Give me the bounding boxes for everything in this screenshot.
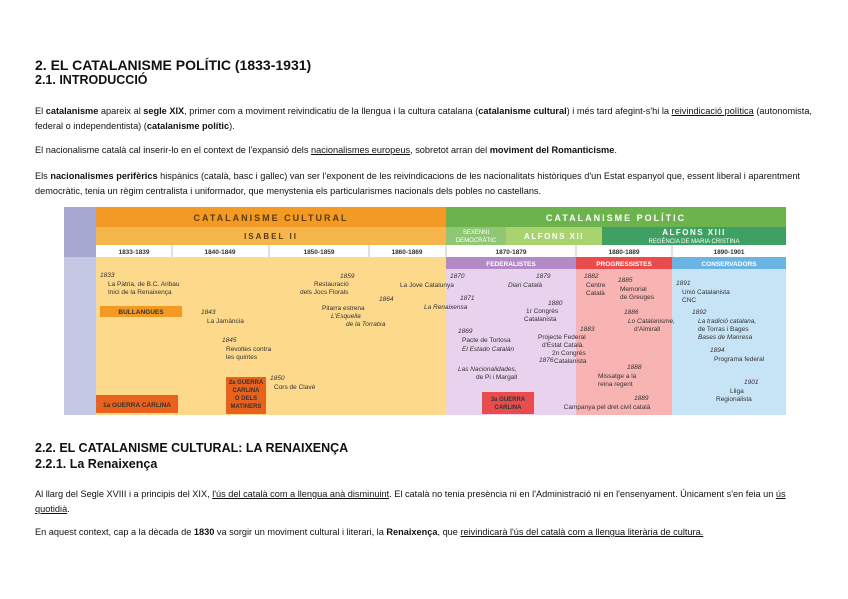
- ev-1888-year: 1888: [627, 364, 642, 371]
- header-politic: CATALANISME POLÍTIC: [545, 213, 687, 223]
- guerra3-line1: 3a GUERRA: [490, 397, 526, 403]
- campanya-label: Campanya pel dret civil català: [563, 404, 651, 411]
- intro-paragraph-3: Els nacionalismes perifèrics hispànics (català, basc i gallec) van ser l'exponent de les reivindicacions de les nacionalitats històriques d'un Estat espanyol que, essent liberal i aparentment democràtic, tenia un règim centralista i uniformador, que menystenia els particularismes nacionals dels pobles no castellans.: [35, 171, 800, 196]
- ev-1870-a: Diari Català: [508, 282, 542, 289]
- guerra1-label: 1a GUERRA CARLINA: [102, 402, 172, 409]
- ev-1883-year: 1883: [580, 326, 595, 333]
- ev-1892-b: de Torras i Bages: [698, 326, 749, 333]
- ev-1901-b: Regionalista: [716, 396, 752, 403]
- conservadors-label: CONSERVADORS: [701, 261, 757, 268]
- ev-1885-b: de Greuges: [620, 294, 654, 301]
- period-6: 1880-1889: [608, 249, 640, 256]
- ev-1885-year: 1885: [618, 277, 633, 284]
- ev-1901-a: Lliga: [730, 388, 744, 395]
- federalistes-label: FEDERALISTES: [486, 261, 536, 268]
- ev-1880-a: 1r Congrés: [526, 308, 559, 315]
- ev-1859-a: Restauració: [314, 281, 349, 288]
- ev-projecte-d: Catalanista: [554, 358, 587, 365]
- ev-1882-a: Centre: [586, 282, 606, 289]
- ev-1864-b: L'Esquella: [331, 313, 361, 320]
- ev-1869-a: Pacte de Tortosa: [462, 337, 511, 344]
- period-7: 1890-1901: [713, 249, 745, 256]
- ev-1891-year: 1891: [676, 280, 691, 287]
- catalanism-timeline-figure: [64, 207, 786, 415]
- guerra2-line1: 2a GUERRA: [228, 380, 264, 386]
- ev-jove: La Jove Catalunya: [400, 282, 454, 289]
- ev-1886-b: d'Almirall: [634, 326, 661, 333]
- ev-1888-a: Missatge a la: [598, 373, 637, 380]
- ev-1864-year: 1864: [379, 296, 394, 303]
- ev-1871-year: 1871: [460, 295, 475, 302]
- period-2: 1840-1849: [204, 249, 236, 256]
- header-cultural: CATALANISME CULTURAL: [193, 213, 349, 223]
- sexenni-line2: DEMOCRÀTIC: [455, 238, 497, 244]
- ev-1870-year: 1870: [450, 273, 465, 280]
- ev-1845-b: les quintes: [226, 354, 258, 361]
- period-5: 1870-1879: [495, 249, 527, 256]
- ev-1876-a: Las Nacionalidades,: [458, 366, 517, 373]
- period-1: 1833-1839: [118, 249, 150, 256]
- ev-1845-a: Revoltes contra: [226, 346, 272, 353]
- ev-1833-year: 1833: [100, 272, 115, 279]
- ev-1833-b: Inici de la Renaixença: [108, 289, 172, 296]
- ev-1879-year: 1879: [536, 273, 551, 280]
- period-4: 1860-1869: [391, 249, 423, 256]
- progressistes-label: PROGRESSISTES: [596, 261, 652, 268]
- guerra2-line2: CARLINA: [232, 388, 260, 394]
- ev-1876-b: de Pi i Margall: [476, 374, 518, 381]
- ev-1882-b: Català: [586, 290, 605, 297]
- ev-1889-year: 1889: [634, 395, 649, 402]
- bullangues-label: BULLANGUES: [118, 309, 164, 316]
- ev-1882-year: 1882: [584, 273, 599, 280]
- renaixenca-paragraph-2: En aquest context, cap a la dècada de 1830 va sorgir un moviment cultural i literari, la Renaixença, que reivindicarà l'ús del català com a llengua literària de cultura.: [35, 527, 704, 537]
- ev-1843-a: La Jamància: [207, 318, 244, 325]
- ev-1888-b: reina regent: [598, 381, 633, 388]
- section-heading-renaixenca: 2.2. EL CATALANISME CULTURAL: LA RENAIXENÇA: [35, 441, 349, 455]
- ev-1886-year: 1886: [624, 309, 639, 316]
- ev-1891-a: Unió Catalanista: [682, 289, 730, 296]
- ev-1892-a: La tradició catalana,: [698, 318, 757, 325]
- ev-1892-c: Bases de Manresa: [698, 334, 753, 341]
- reign-alfons13: ALFONS XIII: [662, 228, 726, 237]
- ev-projecte-a: Projecte Federal: [538, 334, 586, 341]
- subsection-heading-renaixenca: 2.2.1. La Renaixença: [35, 457, 158, 471]
- ev-1880-b: Catalanista: [524, 316, 557, 323]
- intro-paragraph-2: El nacionalisme català cal inserir-lo en el context de l'expansió dels nacionalismes europeus, sobretot arran del moviment del Romanticisme.: [35, 145, 617, 155]
- ev-1894-a: Programa federal: [714, 356, 765, 363]
- intro-paragraph-1: El catalanisme apareix al segle XIX, primer com a moviment reivindicatiu de la llengua i la cultura catalana (catalanisme cultural) i més tard afegint-s'hi la reivindicació política (autonomista, federal o independentista) (catalanisme polític).: [35, 106, 812, 131]
- ev-1859-year: 1859: [340, 273, 355, 280]
- guerra2-line3: O DELS: [234, 396, 258, 402]
- guerra2-line4: MATINERS: [230, 404, 262, 410]
- regencia: REGÈNCIA DE MARIA CRISTINA: [648, 239, 740, 245]
- ev-1864-a: Pitarra estrena: [322, 305, 365, 312]
- ev-1891-b: CNC: [682, 297, 697, 304]
- ev-projecte-c: 2n Congrés: [552, 350, 586, 357]
- ev-1850-a: Cors de Clavé: [274, 384, 316, 391]
- ev-1886-a: Lo Catalanisme,: [628, 318, 675, 325]
- ev-1892-year: 1892: [692, 309, 707, 316]
- ev-1869-year: 1869: [458, 328, 473, 335]
- ev-1869-b: El Estado Catalán: [462, 346, 515, 353]
- ev-1833-a: La Pàtria, de B.C. Aribau: [108, 281, 180, 288]
- ev-1880-year: 1880: [548, 300, 563, 307]
- reign-isabel: ISABEL II: [244, 232, 298, 241]
- ev-1885-a: Memorial: [620, 286, 647, 293]
- ev-1845-year: 1845: [222, 337, 237, 344]
- section-heading-introduccio: 2.1. INTRODUCCIÓ: [35, 73, 148, 87]
- ev-projecte-b: d'Estat Català.: [542, 342, 585, 349]
- ev-1850-year: 1850: [270, 375, 285, 382]
- renaixenca-paragraph-1: Al llarg del Segle XVIII i a principis del XIX, l'ús del català com a llengua anà disminuint. El català no tenia presència ni en l'Administració ni en l'ensenyament. Únicament s'en feia un ús quotidià.: [35, 489, 786, 514]
- page-title: 2. EL CATALANISME POLÍTIC (1833-1931): [35, 57, 312, 73]
- ev-1876-year: 1876: [539, 357, 554, 364]
- guerra3-line2: CARLINA: [494, 405, 522, 411]
- ev-1901-year: 1901: [744, 379, 759, 386]
- ev-1864-c: de la Torratxa: [346, 321, 386, 328]
- sexenni-line1: SEXENNI: [462, 230, 490, 236]
- period-3: 1850-1859: [303, 249, 335, 256]
- ev-1859-b: dels Jocs Florals: [300, 289, 349, 296]
- ev-1894-year: 1894: [710, 347, 725, 354]
- ev-1843-year: 1843: [201, 309, 216, 316]
- reign-alfons12: ALFONS XII: [524, 232, 584, 241]
- ev-1871-a: La Renaixensa: [424, 304, 468, 311]
